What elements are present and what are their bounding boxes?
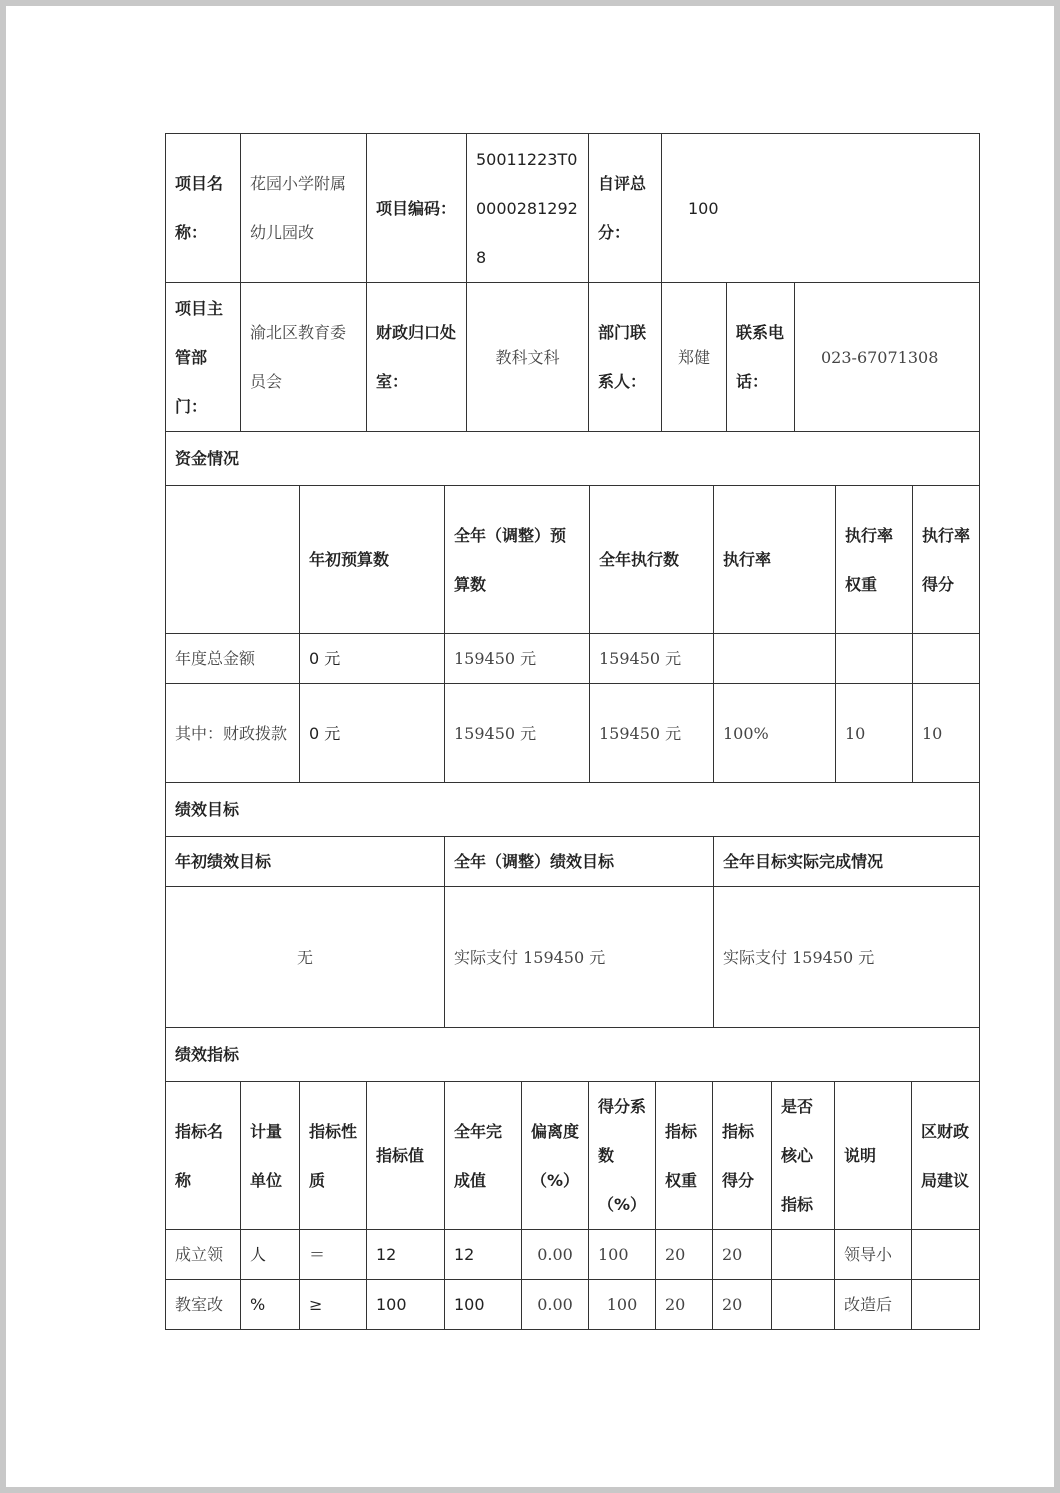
indicator-header-suggestion: 区财政局建议: [912, 1082, 980, 1230]
indicator-cell: 0.00: [522, 1230, 589, 1280]
funding-cell: 159450 元: [590, 634, 714, 684]
indicators-section-title: 绩效指标: [166, 1028, 980, 1082]
indicator-header-deviation: 偏离度（%）: [522, 1082, 589, 1230]
table-row: [166, 1230, 980, 1280]
funding-row-label: 年度总金额: [166, 634, 300, 684]
funding-cell: 0 元: [300, 634, 445, 684]
indicator-header-coefficient: 得分系数（%）: [589, 1082, 656, 1230]
funding-cell: 100%: [714, 684, 836, 783]
goals-header-initial: 年初绩效目标: [166, 837, 445, 887]
funding-cell: [714, 634, 836, 684]
indicator-header-name: 指标名称: [166, 1082, 241, 1230]
indicator-header-note: 说明: [835, 1082, 912, 1230]
indicator-cell: 人: [241, 1230, 300, 1280]
funding-cell: 159450 元: [590, 684, 714, 783]
indicator-cell: 教室改: [166, 1280, 241, 1330]
goals-actual-value: 实际支付 159450 元: [714, 887, 980, 1028]
document-page: [6, 6, 1054, 1487]
indicator-cell: 20: [656, 1280, 713, 1330]
indicator-cell: [912, 1280, 980, 1330]
table-row: [166, 634, 980, 684]
indicator-cell: [912, 1230, 980, 1280]
goals-header-actual: 全年目标实际完成情况: [714, 837, 980, 887]
funding-cell: 10: [913, 684, 980, 783]
funding-cell: 159450 元: [445, 634, 590, 684]
indicator-cell: 20: [713, 1230, 772, 1280]
indicator-header-weight: 指标权重: [656, 1082, 713, 1230]
indicator-cell: ≥: [300, 1280, 367, 1330]
indicator-cell: [772, 1230, 835, 1280]
dept-value: 渝北区教育委员会: [241, 283, 367, 432]
funding-cell: [836, 634, 913, 684]
indicator-cell: 100: [445, 1280, 522, 1330]
funding-row-label: 其中：财政拨款: [166, 684, 300, 783]
indicator-cell: 改造后: [835, 1280, 912, 1330]
self-score-value: 100: [662, 134, 980, 283]
project-name-label: 项目名称：: [166, 134, 241, 283]
project-code-value: 50011223T000002812928: [467, 134, 589, 283]
indicator-header-core: 是否核心指标: [772, 1082, 835, 1230]
indicator-cell: 12: [445, 1230, 522, 1280]
indicator-cell: 0.00: [522, 1280, 589, 1330]
indicator-cell: 12: [367, 1230, 445, 1280]
indicator-cell: ＝: [300, 1230, 367, 1280]
indicator-cell: %: [241, 1280, 300, 1330]
funding-header-initial-budget: 年初预算数: [300, 486, 445, 634]
project-code-label: 项目编码：: [367, 134, 467, 283]
self-score-label: 自评总分：: [589, 134, 662, 283]
indicator-header-unit: 计量单位: [241, 1082, 300, 1230]
funding-header-rate: 执行率: [714, 486, 836, 634]
indicator-header-value: 指标值: [367, 1082, 445, 1230]
funding-header-rate-score: 执行率得分: [913, 486, 980, 634]
goals-section-title: 绩效目标: [166, 783, 980, 837]
dept-label: 项目主管部门：: [166, 283, 241, 432]
goals-adjusted-value: 实际支付 159450 元: [445, 887, 714, 1028]
funding-cell: 10: [836, 684, 913, 783]
funding-header-adjusted-budget: 全年（调整）预算数: [445, 486, 590, 634]
funding-cell: 0 元: [300, 684, 445, 783]
phone-label: 联系电话：: [727, 283, 795, 432]
indicator-cell: 100: [589, 1280, 656, 1330]
finance-office-label: 财政归口处室：: [367, 283, 467, 432]
indicators-table: [165, 1027, 980, 1330]
indicator-header-score: 指标得分: [713, 1082, 772, 1230]
table-row: [166, 684, 980, 783]
funding-header-blank: [166, 486, 300, 634]
funding-header-executed: 全年执行数: [590, 486, 714, 634]
indicator-cell: 20: [656, 1230, 713, 1280]
indicator-cell: 领导小: [835, 1230, 912, 1280]
indicator-cell: 100: [589, 1230, 656, 1280]
finance-office-value: 教科文科: [467, 283, 589, 432]
project-info-table: [165, 133, 980, 432]
phone-value: 023-67071308: [795, 283, 980, 432]
funding-header-rate-weight: 执行率权重: [836, 486, 913, 634]
indicator-header-completed: 全年完成值: [445, 1082, 522, 1230]
goals-header-adjusted: 全年（调整）绩效目标: [445, 837, 714, 887]
funding-cell: [913, 634, 980, 684]
funding-table: [165, 431, 980, 783]
indicator-cell: [772, 1280, 835, 1330]
indicator-cell: 20: [713, 1280, 772, 1330]
project-name-value: 花园小学附属幼儿园改: [241, 134, 367, 283]
indicator-cell: 成立领: [166, 1230, 241, 1280]
funding-section-title: 资金情况: [166, 432, 980, 486]
goals-initial-value: 无: [166, 887, 445, 1028]
table-row: [166, 1280, 980, 1330]
contact-label: 部门联系人：: [589, 283, 662, 432]
goals-table: [165, 782, 980, 1028]
indicator-cell: 100: [367, 1280, 445, 1330]
contact-value: 郑健: [662, 283, 727, 432]
indicator-header-nature: 指标性质: [300, 1082, 367, 1230]
funding-cell: 159450 元: [445, 684, 590, 783]
